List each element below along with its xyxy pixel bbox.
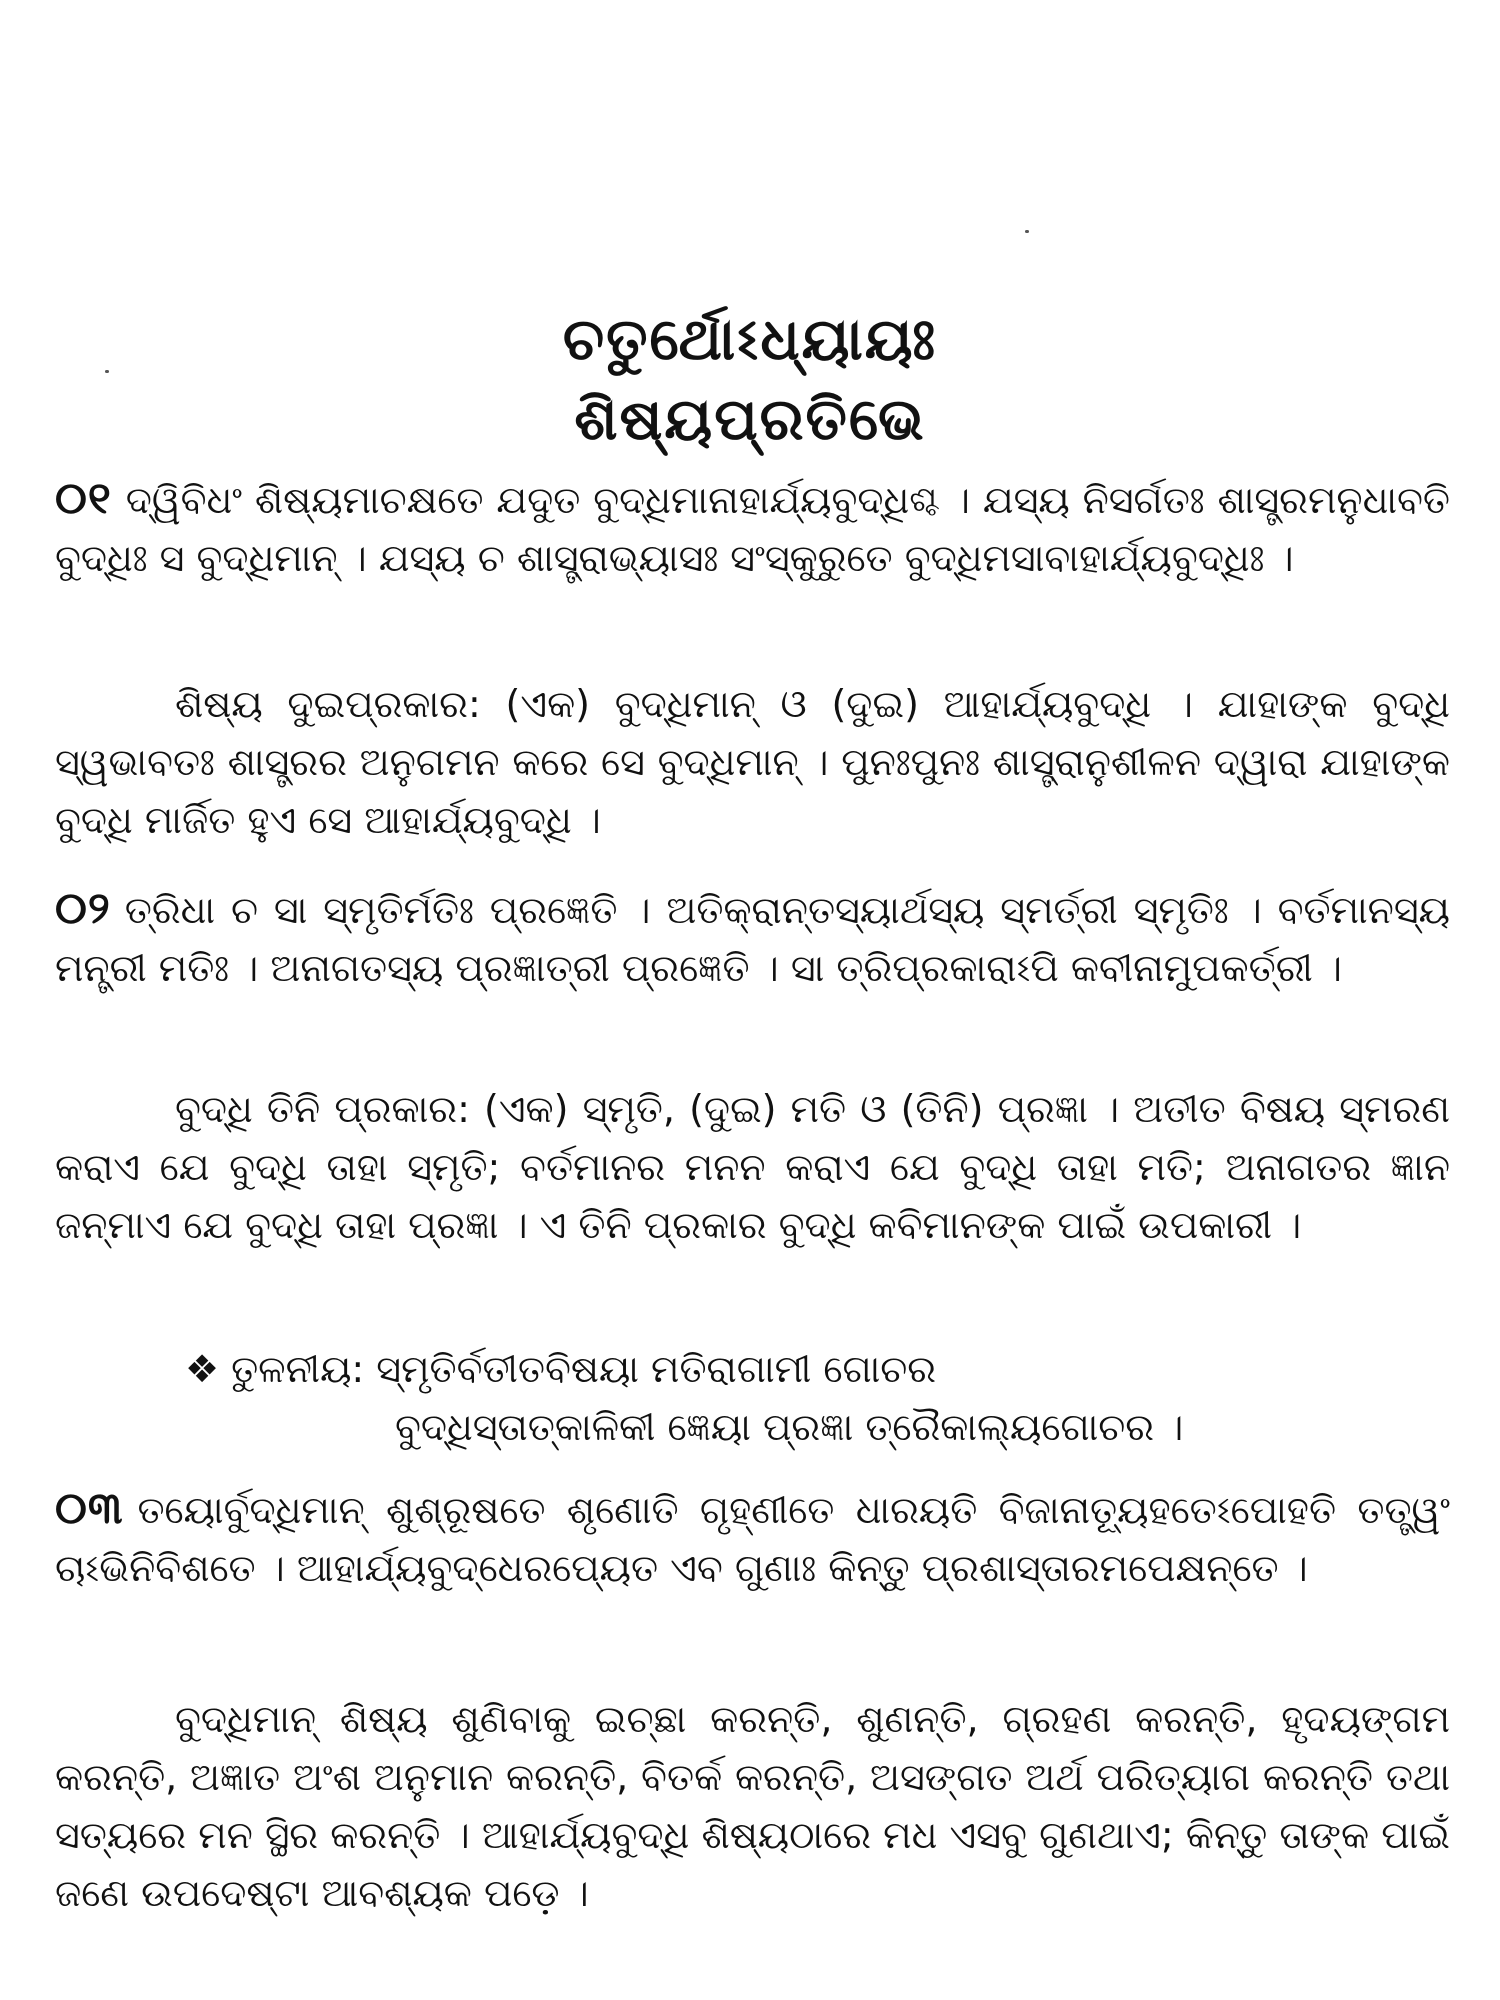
sutra-text: ତୟୋର୍ବୁଦ୍ଧିମାନ୍ ଶୁଶ୍ରୂଷତେ ଶୃଣୋତି ଗୃହ୍ଣୀତେ ଧାରୟତି ବିଜାନାତ୍ୟୂହତେଽପୋହତି ତତ୍ତ୍ୱଂ ଚାଽଭିନିବିଶତେ । ଆହାର୍ଯ୍ୟବୁଦ୍ଧେରପ୍ୟେତ ଏବ ଗୁଣାଃ କିନ୍ତୁ ପ୍ରଶାସ୍ତାରମପେକ୍ଷନ୍ତେ । <box>55 1488 1450 1590</box>
explanation-03: ବୁଦ୍ଧିମାନ୍ ଶିଷ୍ୟ ଶୁଣିବାକୁ ଇଚ୍ଛା କରନ୍ତି, ଶୁଣନ୍ତି, ଗ୍ରହଣ କରନ୍ତି, ହୃଦୟଙ୍ଗମ କରନ୍ତି, ଅଜ୍ଞାତ ଅଂଶ ଅନୁମାନ କରନ୍ତି, ବିତର୍କ କରନ୍ତି, ଅସଙ୍ଗତ ଅର୍ଥ ପରିତ୍ୟାଗ କରନ୍ତି ତଥା ସତ୍ୟରେ ମନ ସ୍ଥିର କରନ୍ତି । ଆହାର୍ଯ୍ୟବୁଦ୍ଧି ଶିଷ୍ୟଠାରେ ମଧ ଏସବୁ ଗୁଣଥାଏ; କିନ୍ତୁ ତାଙ୍କ ପାଇଁ ଜଣେ ଉପଦେଷ୍ଟା ଆବଶ୍ୟକ ପଡ଼େ । <box>55 1697 1450 1915</box>
sutra-number: ୦୧ <box>55 473 112 524</box>
note-line-1: ତୁଳନୀୟ: ସ୍ମୃତିର୍ବତୀତବିଷୟା ମତିରାଗାମୀ ଗୋଚର <box>231 1347 937 1391</box>
sutra-block-02 <box>55 880 1450 997</box>
sutra-block-01 <box>55 470 1450 587</box>
sutra-text: ଦ୍ୱିବିଧଂ ଶିଷ୍ୟମାଚକ୍ଷତେ ଯଦୁତ ବୁଦ୍ଧିମାନାହାର୍ଯ୍ୟବୁଦ୍ଧିଶ୍ଚ । ଯସ୍ୟ ନିସର୍ଗତଃ ଶାସ୍ତ୍ରମନୁଧାବତି ବୁଦ୍ଧିଃ ସ ବୁଦ୍ଧିମାନ୍ । ଯସ୍ୟ ଚ ଶାସ୍ତ୍ରାଭ୍ୟାସଃ ସଂସ୍କୁରୁତେ ବୁଦ୍ଧିମସାବାହାର୍ଯ୍ୟବୁଦ୍ଧିଃ । <box>55 478 1450 580</box>
sutra-number: ୦୨ <box>55 883 111 934</box>
explanation-02: ବୁଦ୍ଧି ତିନି ପ୍ରକାର: (ଏକ) ସ୍ମୃତି, (ଦୁଇ) ମତି ଓ (ତିନି) ପ୍ରଜ୍ଞା । ଅତୀତ ବିଷୟ ସ୍ମରଣ କରାଏ ଯେ ବୁଦ୍ଧି ତାହା ସ୍ମୃତି; ବର୍ତମାନର ମନନ କରାଏ ଯେ ବୁଦ୍ଧି ତାହା ମତି; ଅନାଗତର ଜ୍ଞାନ ଜନ୍ମାଏ ଯେ ବୁଦ୍ଧି ତାହା ପ୍ରଜ୍ଞା । ଏ ତିନି ପ୍ରକାର ବୁଦ୍ଧି କବିମାନଙ୍କ ପାଇଁ ଉପକାରୀ । <box>55 1087 1450 1247</box>
sutra-text: ତ୍ରିଧା ଚ ସା ସ୍ମୃତିର୍ମତିଃ ପ୍ରଜ୍ଞେତି । ଅତିକ୍ରାନ୍ତସ୍ୟାର୍ଥସ୍ୟ ସ୍ମର୍ତ୍ରୀ ସ୍ମୃତିଃ । ବର୍ତମାନସ୍ୟ ମନ୍ତ୍ରୀ ମତିଃ । ଅନାଗତସ୍ୟ ପ୍ରଜ୍ଞାତ୍ରୀ ପ୍ରଜ୍ଞେତି । ସା ତ୍ରିପ୍ରକାରାଽପି କବୀନାମୁପକର୍ତ୍ରୀ । <box>55 888 1450 990</box>
comparison-note <box>185 1340 1405 1456</box>
chapter-title: ଚତୁର୍ଥୋଽଧ୍ୟାୟଃ <box>562 305 938 373</box>
explanation-01: ଶିଷ୍ୟ ଦୁଇପ୍ରକାର: (ଏକ) ବୁଦ୍ଧିମାନ୍ ଓ (ଦୁଇ) ଆହାର୍ଯ୍ୟବୁଦ୍ଧି । ଯାହାଙ୍କ ବୁଦ୍ଧି ସ୍ୱଭାବତଃ ଶାସ୍ତ୍ରର ଅନୁଗମନ କରେ ସେ ବୁଦ୍ଧିମାନ୍ । ପୁନଃପୁନଃ ଶାସ୍ତ୍ରାନୁଶୀଳନ ଦ୍ୱାରା ଯାହାଙ୍କ ବୁଦ୍ଧି ମାର୍ଜିତ ହୁଏ ସେ ଆହାର୍ଯ୍ୟବୁଦ୍ଧି । <box>55 682 1450 842</box>
sutra-block-03 <box>55 1480 1450 1597</box>
chapter-subtitle: ଶିଷ୍ୟପ୍ରତିଭେ <box>574 385 926 453</box>
note-line-2: ବୁଦ୍ଧିସ୍ତାତ୍କାଳିକୀ ଜ୍ଞେୟା ପ୍ରଜ୍ଞା ତ୍ରୈକାଲ୍ୟଗୋଚର । <box>395 1405 1184 1449</box>
scan-speck <box>1025 230 1029 233</box>
sutra-number: ୦୩ <box>55 1483 124 1534</box>
diamond-bullet-icon: ❖ <box>185 1347 220 1391</box>
